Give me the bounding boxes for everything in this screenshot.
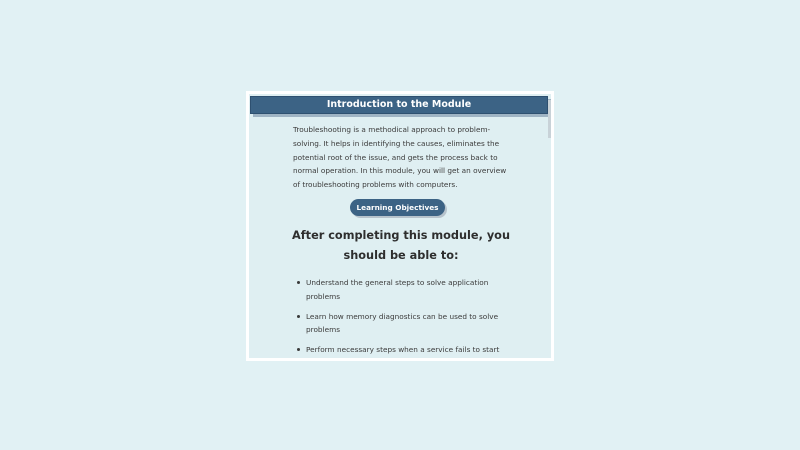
objective-text: Learn how memory diagnostics can be used to solve problems bbox=[306, 311, 499, 334]
list-item bbox=[293, 276, 515, 303]
objectives-heading: After completing this module, you should be able to: bbox=[292, 229, 510, 262]
module-card bbox=[246, 91, 554, 361]
scrollbar[interactable] bbox=[548, 100, 551, 138]
objective-text: Understand the general steps to solve application problems bbox=[306, 278, 489, 301]
objective-text: Perform necessary steps when a service fails to start bbox=[306, 345, 500, 354]
learning-objectives-button[interactable]: Learning Objectives bbox=[350, 199, 445, 216]
module-title-bar: Introduction to the Module bbox=[250, 96, 548, 114]
objectives-list bbox=[293, 276, 515, 363]
list-item bbox=[293, 343, 515, 357]
intro-paragraph: Troubleshooting is a methodical approach to problem-solving. It helps in identifying the causes, eliminates the potential root of the issue, and gets the process back to normal operation. In this module, you will get an overview of troubleshooting problems with computers. bbox=[293, 125, 507, 190]
bullet-icon bbox=[297, 315, 300, 318]
bullet-icon bbox=[297, 281, 300, 284]
bullet-icon bbox=[297, 348, 300, 351]
list-item bbox=[293, 310, 515, 337]
